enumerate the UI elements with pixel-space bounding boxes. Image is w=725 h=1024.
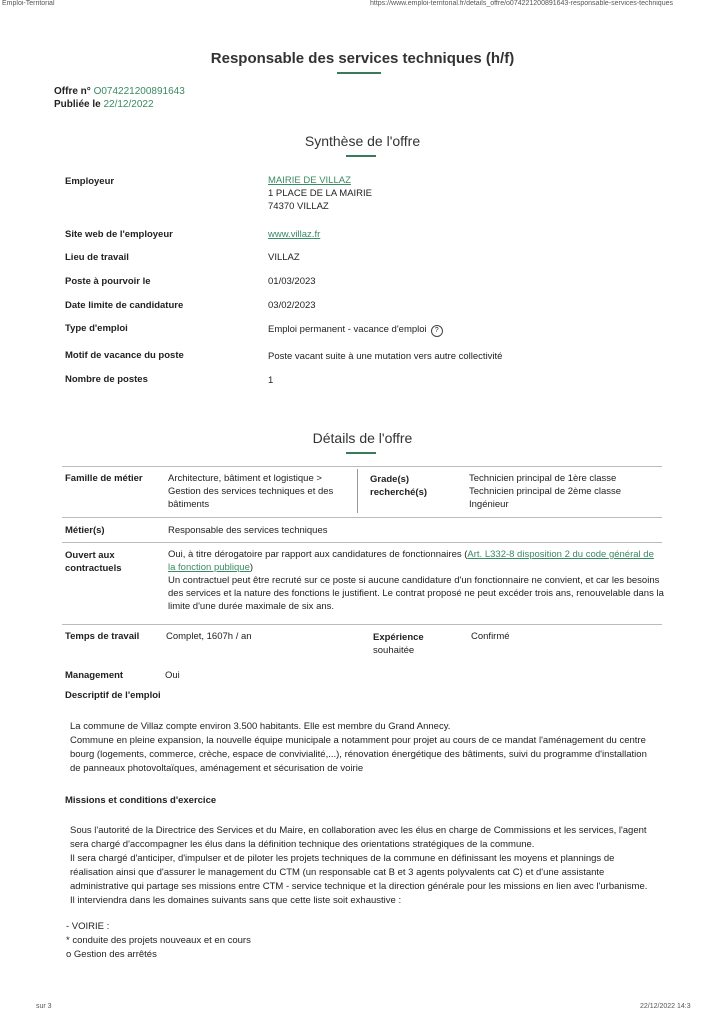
employer-name-link[interactable]: MAIRIE DE VILLAZ bbox=[268, 175, 351, 186]
published-label: Publiée le bbox=[54, 99, 101, 110]
description-text bbox=[70, 720, 720, 776]
legal-article-link[interactable]: Art. L332-8 disposition 2 du code général de bbox=[467, 549, 654, 560]
divider bbox=[62, 517, 662, 518]
footer-page: sur 3 bbox=[36, 1003, 52, 1010]
missions-text bbox=[70, 824, 720, 908]
footer-timestamp: 22/12/2022 14:3 bbox=[640, 1003, 691, 1010]
experience-label-line: Expérience bbox=[373, 632, 424, 643]
employer-address1: 1 PLACE DE LA MAIRIE bbox=[268, 188, 373, 199]
title-underline bbox=[337, 72, 381, 74]
grade-label-line: recherché(s) bbox=[370, 487, 428, 498]
workplace-value: VILLAZ bbox=[268, 252, 300, 263]
open-contract-line: des services et la nature des fonctions le justifient. Le contrat proposé ne peut excéder trois ans, renouvelable dans la bbox=[168, 588, 664, 599]
published-date: 22/12/2022 bbox=[103, 99, 154, 110]
worktime-label: Temps de travail bbox=[65, 631, 140, 642]
open-contract-line: limite d'une durée maximale de six ans. bbox=[168, 601, 335, 612]
print-header-url: https://www.emploi-territorial.fr/details_offre/o074221200891643-responsable-services-techniques bbox=[370, 0, 673, 7]
help-icon[interactable]: ? bbox=[431, 325, 443, 337]
worktime-value: Complet, 1607h / an bbox=[166, 631, 252, 642]
family-value bbox=[168, 472, 333, 511]
grade-label bbox=[370, 473, 427, 499]
grade-item: Technicien principal de 1ère classe bbox=[469, 473, 617, 484]
legal-article-link[interactable]: la fonction publique bbox=[168, 562, 250, 573]
offer-number: O074221200891643 bbox=[93, 86, 185, 97]
print-header-left: Emploi-Territorial bbox=[2, 0, 55, 7]
open-text: ) bbox=[249, 562, 254, 573]
synthesis-underline bbox=[346, 155, 376, 157]
synthesis-title: Synthèse de l'offre bbox=[304, 133, 421, 149]
website-label: Site web de l'employeur bbox=[65, 229, 173, 240]
divider bbox=[62, 542, 662, 543]
open-contract-text bbox=[168, 548, 663, 613]
open-label-line: Ouvert aux bbox=[65, 550, 115, 561]
missions-line: Il interviendra dans les domaines suivants sans que cette liste soit exhaustive : bbox=[70, 895, 402, 906]
post-start-label: Poste à pourvoir le bbox=[65, 276, 151, 287]
family-line: bâtiments bbox=[168, 499, 210, 510]
description-line: Commune en pleine expansion, la nouvelle équipe municipale a notamment pour projet au cours de ce mandat l'aménagement du centre bbox=[70, 735, 646, 746]
description-line: de panneaux photovoltaïques, aménagement et sécurisation de voirie bbox=[70, 763, 364, 774]
missions-label: Missions et conditions d'exercice bbox=[65, 795, 217, 806]
grade-list bbox=[469, 472, 621, 511]
grade-label-line: Grade(s) bbox=[370, 474, 410, 485]
open-text: Oui, à titre dérogatoire par rapport aux candidatures de fonctionnaires ( bbox=[168, 549, 468, 560]
family-line: Architecture, bâtiment et logistique > bbox=[168, 473, 322, 484]
description-line: La commune de Villaz compte environ 3.500 habitants. Elle est membre du Grand Annecy. bbox=[70, 721, 451, 732]
family-label: Famille de métier bbox=[65, 473, 143, 484]
description-label: Descriptif de l'emploi bbox=[65, 690, 161, 701]
job-type-label: Type d'emploi bbox=[65, 323, 128, 334]
deadline-value: 03/02/2023 bbox=[268, 300, 316, 311]
missions-line: Il sera chargé d'anticiper, d'impulser et de piloter les projets techniques de la commune en définissant les moyens et plannings de bbox=[70, 853, 615, 864]
missions-line: Sous l'autorité de la Directrice des Services et du Maire, en collaboration avec les élus en charge de Commissions et les services, l'agent bbox=[70, 825, 647, 836]
page-title: Responsable des services techniques (h/f) bbox=[210, 50, 515, 67]
management-label: Management bbox=[65, 670, 124, 681]
family-line: Gestion des services techniques et des bbox=[168, 486, 334, 497]
divider bbox=[62, 466, 662, 467]
management-value: Oui bbox=[165, 670, 180, 681]
website-link[interactable]: www.villaz.fr bbox=[268, 229, 321, 240]
vacancy-reason-value: Poste vacant suite à une mutation vers autre collectivité bbox=[268, 351, 503, 362]
published-line bbox=[54, 99, 154, 110]
open-contract-line: Un contractuel peut être recruté sur ce poste si aucune candidature d'un fonctionnaire ne convient, et car les besoins bbox=[168, 575, 660, 586]
details-underline bbox=[346, 452, 376, 454]
open-contract-line bbox=[168, 561, 663, 574]
experience-label-line: souhaitée bbox=[373, 645, 415, 656]
missions-line: sera chargé d'accompagner les élus dans la définition technique des orientations stratégiques de la commune. bbox=[70, 839, 535, 850]
positions-value: 1 bbox=[268, 375, 274, 386]
voirie-line: - VOIRIE : bbox=[66, 921, 110, 932]
vacancy-reason-label: Motif de vacance du poste bbox=[65, 350, 184, 361]
workplace-label: Lieu de travail bbox=[65, 252, 129, 263]
deadline-label: Date limite de candidature bbox=[65, 300, 184, 311]
job-type-line bbox=[268, 323, 443, 337]
voirie-line: o Gestion des arrêtés bbox=[66, 949, 157, 960]
job-type-value: Emploi permanent - vacance d'emploi bbox=[268, 324, 427, 335]
open-contract-label bbox=[65, 549, 122, 575]
employer-block bbox=[268, 174, 372, 213]
offer-number-line bbox=[54, 86, 185, 97]
missions-line: réalisation ainsi que d'assurer le management du CTM (un responsable cat B et 3 agents polyvalents cat C) et d'une assistante bbox=[70, 867, 605, 878]
experience-label bbox=[373, 631, 424, 657]
offer-number-label: Offre n° bbox=[54, 86, 91, 97]
divider bbox=[62, 624, 662, 625]
details-title: Détails de l'offre bbox=[312, 430, 413, 446]
job-label: Métier(s) bbox=[65, 525, 105, 536]
grade-item: Ingénieur bbox=[469, 499, 509, 510]
open-contract-line bbox=[168, 548, 663, 561]
divider bbox=[357, 469, 358, 513]
voirie-line: * conduite des projets nouveaux et en cours bbox=[66, 935, 251, 946]
employer-address2: 74370 VILLAZ bbox=[268, 201, 329, 212]
grade-item: Technicien principal de 2ème classe bbox=[469, 486, 622, 497]
positions-label: Nombre de postes bbox=[65, 374, 148, 385]
open-label-line: contractuels bbox=[65, 563, 122, 574]
job-value: Responsable des services techniques bbox=[168, 525, 328, 536]
employer-label: Employeur bbox=[65, 176, 115, 187]
description-line: bourg (logements, commerce, crèche, espace de convivialité,...), rénovation énergétique des bâtiments, suivi du programme d'installation bbox=[70, 749, 647, 760]
experience-value: Confirmé bbox=[471, 631, 510, 642]
voirie-text bbox=[66, 920, 251, 962]
missions-line: administrative qui partage ses missions entre CTM - service technique et la direction générale pour les missions en lien avec l'urbanisme. bbox=[70, 881, 648, 892]
post-start-value: 01/03/2023 bbox=[268, 276, 316, 287]
